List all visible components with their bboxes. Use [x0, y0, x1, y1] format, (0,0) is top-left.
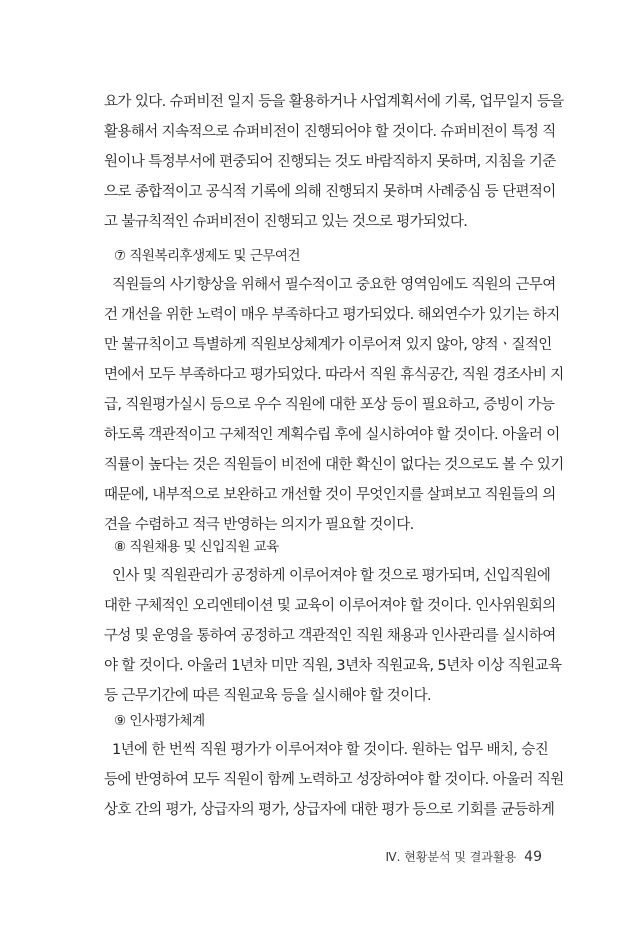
- text-line: 등에 반영하여 모두 직원이 함께 노력하고 성장하여야 할 것이다. 아울러 직원: [104, 772, 564, 788]
- section-heading-evaluation: [104, 706, 540, 736]
- text-line: 고 불규칙적인 슈퍼비전이 진행되고 있는 것으로 평가되었다.: [104, 214, 468, 230]
- text-line: 직률이 높다는 것은 직원들이 비전에 대한 확신이 없다는 것으로도 볼 수 있기: [104, 457, 564, 473]
- text-line: 만 불규칙이고 특별하게 직원보상체계가 이루어져 있지 않아, 양적ㆍ질적인: [104, 337, 552, 353]
- text-line: 1년에 한 번씩 직원 평가가 이루어져야 할 것이다. 원하는 업무 배치, 승진: [104, 742, 549, 758]
- text-line: 건 개선을 위한 노력이 매우 부족하다고 평가되었다. 해외연수가 있기는 하지: [104, 307, 560, 323]
- page-number: 49: [524, 849, 542, 865]
- text-line: 하도록 객관적이고 구체적인 계획수립 후에 실시하여야 할 것이다. 아울러 이: [104, 427, 560, 443]
- heading-text: ⑧ 직원채용 및 신입직원 교육: [114, 539, 279, 555]
- text-line: 등 근무기간에 따른 직원교육 등을 실시해야 할 것이다.: [104, 688, 432, 704]
- text-line: 견을 수렴하고 적극 반영하는 의지가 필요할 것이다.: [104, 517, 414, 533]
- section-heading-welfare: [104, 241, 540, 271]
- paragraph-evaluation: [104, 735, 564, 825]
- paragraph-welfare: [104, 270, 564, 540]
- text-line: 인사 및 직원관리가 공정하게 이루어져야 할 것으로 평가되며, 신입직원에: [104, 568, 551, 584]
- heading-text: ⑦ 직원복리후생제도 및 근무여건: [114, 248, 301, 264]
- text-line: 으로 종합적이고 공식적 기록에 의해 진행되지 못하며 사례중심 등 단편적이: [104, 184, 556, 200]
- paragraph-supervision: [104, 87, 564, 237]
- heading-text: ⑨ 인사평가체계: [114, 713, 205, 729]
- paragraph-recruitment: [104, 561, 562, 711]
- text-line: 요가 있다. 슈퍼비전 일지 등을 활용하거나 사업계획서에 기록, 업무일지 등을: [104, 94, 564, 110]
- page-footer: [380, 847, 542, 867]
- section-heading-recruitment: [104, 532, 540, 562]
- text-line: 상호 간의 평가, 상급자의 평가, 상급자에 대한 평가 등으로 기회를 균등하게: [104, 802, 555, 818]
- footer-section-title: Ⅳ. 현황분석 및 결과활용: [385, 850, 517, 864]
- text-line: 야 할 것이다. 아울러 1년차 미만 직원, 3년차 직원교육, 5년차 이상 직원교육: [104, 658, 562, 674]
- text-line: 때문에, 내부적으로 보완하고 개선할 것이 무엇인지를 살펴보고 직원들의 의: [104, 487, 556, 503]
- text-line: 원이나 특정부서에 편중되어 진행되는 것도 바람직하지 못하며, 지침을 기준: [104, 154, 556, 170]
- text-line: 대한 구체적인 오리엔테이션 및 교육이 이루어져야 할 것이다. 인사위원회의: [104, 598, 556, 614]
- text-line: 구성 및 운영을 통하여 공정하고 객관적인 직원 채용과 인사관리를 실시하여: [104, 628, 556, 644]
- text-line: 면에서 모두 부족하다고 평가되었다. 따라서 직원 휴식공간, 직원 경조사비 지: [104, 367, 564, 383]
- text-line: 급, 직원평가실시 등으로 우수 직원에 대한 포상 등이 필요하고, 증빙이 가능: [104, 397, 555, 413]
- text-line: 직원들의 사기향상을 위해서 필수적이고 중요한 영역임에도 직원의 근무여: [104, 277, 556, 293]
- text-line: 활용해서 지속적으로 슈퍼비전이 진행되어야 할 것이다. 슈퍼비전이 특정 직: [104, 124, 556, 140]
